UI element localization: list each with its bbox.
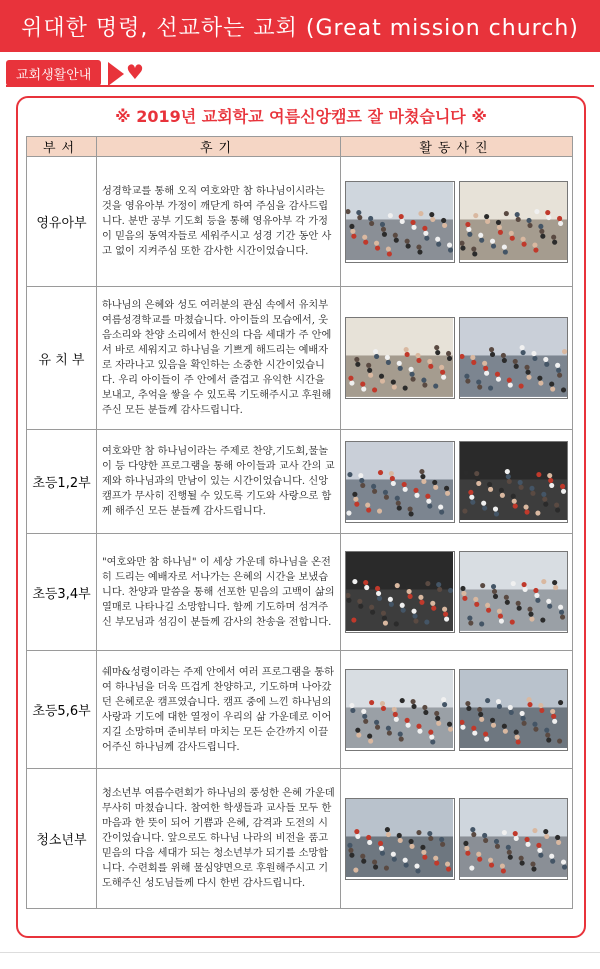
table-row bbox=[27, 651, 573, 769]
dept-cell: 청소년부 bbox=[27, 769, 97, 909]
camp-review-table bbox=[26, 136, 573, 909]
activity-photo bbox=[345, 798, 455, 880]
dept-cell: 초등3,4부 bbox=[27, 534, 97, 651]
notice-title: ※ 2019년 교회학교 여름신앙캠프 잘 마쳤습니다 ※ bbox=[115, 107, 487, 126]
dept-cell: 초등1,2부 bbox=[27, 430, 97, 534]
table-row bbox=[27, 430, 573, 534]
header-dept: 부서 bbox=[27, 137, 97, 157]
activity-photo bbox=[459, 181, 569, 263]
footer-line bbox=[0, 952, 600, 953]
tab-arrow-icon bbox=[108, 62, 124, 86]
page-banner bbox=[0, 0, 600, 52]
activity-photo bbox=[345, 441, 455, 523]
photo-pair bbox=[345, 181, 568, 263]
photo-pair bbox=[345, 669, 568, 751]
header-review: 후기 bbox=[97, 137, 341, 157]
dept-cell: 유 치 부 bbox=[27, 287, 97, 430]
activity-photo bbox=[459, 669, 569, 751]
activity-photo bbox=[459, 551, 569, 633]
photos-cell bbox=[341, 534, 573, 651]
review-cell: 청소년부 여름수련회가 하나님의 풍성한 은혜 가운데 무사히 마쳤습니다. 참여한 학생들과 교사들 모두 한 마음과 한 뜻이 되어 기쁨과 은혜, 감격과 도전의 시간이었습니다. 앞으로도 하나님 나라의 비전을 품고 믿음의 다음 세대가 되는 청소년부가 되기를 소망합니다. 수련회를 위해 물심양면으로 후원해주시고 기도해주신 성도님들께 다시 한번 감사드립니다. bbox=[97, 769, 341, 909]
photos-cell bbox=[341, 769, 573, 909]
table-row bbox=[27, 769, 573, 909]
photos-cell bbox=[341, 287, 573, 430]
activity-photo bbox=[345, 181, 455, 263]
activity-photo bbox=[459, 798, 569, 880]
heart-icon: ♥ bbox=[126, 60, 144, 84]
review-cell: 쉐마&성령이라는 주제 안에서 여러 프로그램을 통하여 하나님을 더욱 뜨겁게 찬양하고, 기도하며 나아갔던 은혜로운 캠프였습니다. 캠프 중에 느낀 하나님의 사랑과 기도에 대한 열정이 우리의 삶 가운데로 이어지길 소망하며 준비부터 마치는 모든 순간까지 이끌어주신 하나님께 감사드립니다. bbox=[97, 651, 341, 769]
photos-cell bbox=[341, 651, 573, 769]
activity-photo bbox=[459, 441, 569, 523]
activity-photo bbox=[345, 551, 455, 633]
section-tab bbox=[6, 60, 101, 86]
header-photos: 활동사진 bbox=[341, 137, 573, 157]
table-header-row bbox=[27, 137, 573, 157]
photo-pair bbox=[345, 798, 568, 880]
review-cell: 여호와만 참 하나님이라는 주제로 찬양,기도회,물놀이 등 다양한 프로그램을 통해 아이들과 교사 간의 교제와 하나님과의 만남이 있는 시간이었습니다. 신앙캠프가 무사히 진행될 수 있도록 기도와 사랑으로 함께 해주신 모든 분들께 감사드립니다. bbox=[97, 430, 341, 534]
table-row bbox=[27, 287, 573, 430]
dept-cell: 영유아부 bbox=[27, 157, 97, 287]
activity-photo bbox=[459, 317, 569, 399]
banner-title: 위대한 명령, 선교하는 교회 (Great mission church) bbox=[21, 15, 579, 41]
photo-pair bbox=[345, 317, 568, 399]
photos-cell bbox=[341, 157, 573, 287]
dept-cell: 초등5,6부 bbox=[27, 651, 97, 769]
photos-cell bbox=[341, 430, 573, 534]
table-row bbox=[27, 534, 573, 651]
table-row bbox=[27, 157, 573, 287]
photo-pair bbox=[345, 441, 568, 523]
review-cell: 하나님의 은혜와 성도 여러분의 관심 속에서 유치부 여름성경학교를 마쳤습니다. 아이들의 모습에서, 웃음소리와 찬양 소리에서 한신의 다음 세대가 주 안에서 바로 세워지고 하나님을 기쁘게 해드리는 예배자로 자라나고 있음을 확인하는 소중한 시간이었습니다. 우리 아이들이 주 안에서 즐겁고 유익한 시간을 보내고, 추억을 쌓을 수 있도록 기도해주시고 후원해주신 모든 분들께 감사드립니다. bbox=[97, 287, 341, 430]
section-divider bbox=[6, 85, 594, 87]
activity-photo bbox=[345, 669, 455, 751]
photo-pair bbox=[345, 551, 568, 633]
section-label: 교회생활안내 bbox=[16, 67, 92, 83]
review-cell: "여호와만 참 하나님" 이 세상 가운데 하나님을 온전히 드리는 예배자로 서나가는 은혜의 시간을 보냈습니다. 찬양과 말씀을 통해 선포한 믿음의 고백이 삶의 열매로 나타나길 소망합니다. 함께 기도하며 섬겨주신 부모님과 섬김이 분들께 감사의 찬송을 전합니다. bbox=[97, 534, 341, 651]
review-cell: 성경학교를 통해 오직 여호와만 참 하나님이시라는 것을 영유아부 가정이 깨닫게 하여 주심을 감사드립니다. 분반 공부 기도회 등을 통해 영유아부 각 가정이 믿음의 동역자들로 세워주시고 성경 기간 동안 사고 없이 지켜주심 또한 감사한 시간이었습니다. bbox=[97, 157, 341, 287]
activity-photo bbox=[345, 317, 455, 399]
